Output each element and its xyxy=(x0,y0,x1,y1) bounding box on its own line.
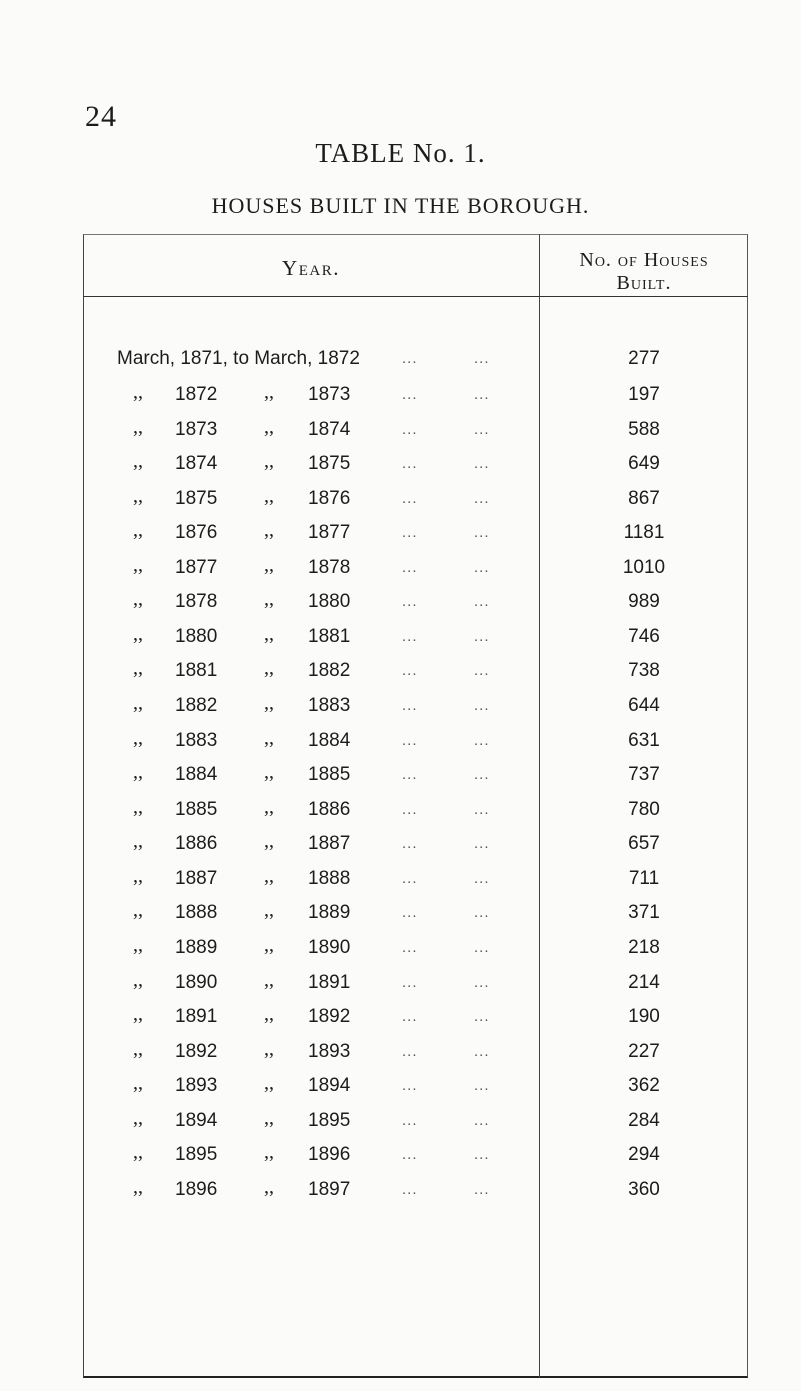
ditto-mark: ,, xyxy=(264,899,274,922)
leader-dots: ... xyxy=(402,904,418,922)
leader-dots: ... xyxy=(402,662,418,680)
leader-dots: ... xyxy=(402,489,418,507)
houses-count: 227 xyxy=(628,1040,660,1062)
leader-dots: ... xyxy=(402,350,418,367)
ditto-mark: ,, xyxy=(133,1072,143,1095)
column-header-year: Year. xyxy=(282,256,340,280)
leader-dots: ... xyxy=(402,1077,418,1095)
houses-count: 218 xyxy=(628,936,660,958)
ditto-mark: ,, xyxy=(133,1175,143,1198)
year-from: 1872 xyxy=(175,384,218,405)
table-row xyxy=(0,381,801,414)
ditto-mark: ,, xyxy=(133,588,143,611)
column-header-houses-line1: No. of Houses xyxy=(579,249,709,271)
ditto-mark: ,, xyxy=(264,761,274,784)
ditto-mark: ,, xyxy=(133,968,143,991)
ditto-mark: ,, xyxy=(133,933,143,956)
ditto-mark: ,, xyxy=(264,415,274,438)
table-row xyxy=(0,588,801,621)
ditto-mark: ,, xyxy=(133,519,143,542)
houses-count: 277 xyxy=(628,348,660,369)
leader-dots: ... xyxy=(402,455,418,473)
year-from: 1873 xyxy=(175,418,218,440)
table-row xyxy=(0,830,801,863)
leader-dots: ... xyxy=(474,697,490,715)
houses-count: 588 xyxy=(628,418,660,440)
ditto-mark: ,, xyxy=(133,657,143,680)
leader-dots: ... xyxy=(474,350,490,367)
year-from: 1886 xyxy=(175,833,218,855)
table-title: TABLE No. 1. xyxy=(315,138,486,168)
leader-dots: ... xyxy=(474,973,490,991)
table-row xyxy=(0,1037,801,1071)
table-row xyxy=(0,1003,801,1036)
table-row xyxy=(0,657,801,690)
column-header-houses-line2: Built. xyxy=(616,272,672,294)
leader-dots: ... xyxy=(474,627,490,645)
ditto-mark: ,, xyxy=(133,1037,143,1060)
ditto-mark: ,, xyxy=(264,1037,274,1060)
year-to: 1876 xyxy=(308,487,351,509)
year-from: 1882 xyxy=(175,695,218,717)
table-row xyxy=(0,864,801,898)
year-to: 1874 xyxy=(308,418,351,440)
year-to: 1893 xyxy=(308,1040,351,1062)
leader-dots: ... xyxy=(402,835,418,853)
year-to: 1878 xyxy=(308,556,351,578)
leader-dots: ... xyxy=(474,766,490,784)
table-row xyxy=(0,1175,801,1209)
ditto-mark: ,, xyxy=(133,415,143,438)
ditto-mark: ,, xyxy=(264,1141,274,1164)
leader-dots: ... xyxy=(402,558,418,576)
ditto-mark: ,, xyxy=(133,1106,143,1129)
year-from: 1883 xyxy=(175,729,218,751)
leader-dots: ... xyxy=(402,627,418,645)
header-rule xyxy=(83,296,748,297)
table-row xyxy=(0,933,801,967)
leader-dots: ... xyxy=(402,593,418,611)
year-to: 1882 xyxy=(308,660,351,682)
ditto-mark: ,, xyxy=(133,553,143,576)
ditto-mark: ,, xyxy=(133,622,143,645)
year-to: 1885 xyxy=(308,764,351,786)
leader-dots: ... xyxy=(402,938,418,956)
table-row xyxy=(0,1072,801,1105)
houses-count: 644 xyxy=(628,695,660,717)
year-from: 1892 xyxy=(175,1040,218,1062)
year-from: 1889 xyxy=(175,936,218,958)
ditto-mark: ,, xyxy=(264,726,274,749)
year-from: 1885 xyxy=(175,798,218,820)
table-subtitle: HOUSES BUILT IN THE BOROUGH. xyxy=(211,193,590,218)
ditto-mark: ,, xyxy=(264,1003,274,1026)
ditto-mark: ,, xyxy=(264,553,274,576)
year-to: 1894 xyxy=(308,1075,351,1097)
houses-count: 867 xyxy=(628,487,660,509)
year-from: 1888 xyxy=(175,902,218,924)
year-to: 1880 xyxy=(308,591,351,613)
page-number: 24 xyxy=(85,100,117,133)
year-to: 1875 xyxy=(308,453,351,475)
year-to: 1897 xyxy=(308,1178,351,1200)
houses-count: 1010 xyxy=(622,556,666,578)
houses-count: 360 xyxy=(628,1178,660,1200)
leader-dots: ... xyxy=(402,1042,418,1060)
houses-count: 284 xyxy=(628,1109,660,1131)
leader-dots: ... xyxy=(402,766,418,784)
ditto-mark: ,, xyxy=(133,692,143,715)
leader-dots: ... xyxy=(474,1077,490,1095)
year-from: 1893 xyxy=(175,1075,218,1097)
year-from: 1881 xyxy=(175,660,218,682)
leader-dots: ... xyxy=(474,489,490,507)
leader-dots: ... xyxy=(474,1008,490,1026)
year-to: 1873 xyxy=(308,384,351,405)
leader-dots: ... xyxy=(402,386,418,403)
table-row xyxy=(0,484,801,518)
leader-dots: ... xyxy=(474,800,490,818)
year-from: 1875 xyxy=(175,487,218,509)
houses-count: 711 xyxy=(628,867,660,889)
table-row xyxy=(0,622,801,656)
leader-dots: ... xyxy=(474,904,490,922)
leader-dots: ... xyxy=(402,1180,418,1198)
ditto-mark: ,, xyxy=(133,830,143,853)
ditto-mark: ,, xyxy=(133,1003,143,1026)
year-to: 1883 xyxy=(308,695,351,717)
houses-count: 989 xyxy=(628,591,660,613)
column-header-houses xyxy=(540,249,748,295)
year-from: 1895 xyxy=(175,1144,218,1166)
table-row xyxy=(0,726,801,760)
year-to: 1891 xyxy=(308,971,351,993)
table-row xyxy=(0,692,801,725)
year-to: 1890 xyxy=(308,936,351,958)
year-to: 1877 xyxy=(308,522,351,544)
ditto-mark: ,, xyxy=(264,795,274,818)
houses-count: 197 xyxy=(628,384,660,405)
leader-dots: ... xyxy=(474,455,490,473)
table-row xyxy=(0,553,801,587)
ditto-mark: ,, xyxy=(264,381,274,403)
leader-dots: ... xyxy=(402,1111,418,1129)
year-to: 1887 xyxy=(308,833,351,855)
ditto-mark: ,, xyxy=(133,381,143,403)
table-row xyxy=(0,415,801,449)
ditto-mark: ,, xyxy=(133,795,143,818)
houses-count: 362 xyxy=(628,1075,660,1097)
leader-dots: ... xyxy=(402,1008,418,1026)
houses-count: 649 xyxy=(628,453,660,475)
year-to: 1884 xyxy=(308,729,351,751)
year-from: 1877 xyxy=(175,556,218,578)
year-to: 1889 xyxy=(308,902,351,924)
houses-count: 657 xyxy=(628,833,660,855)
houses-count: 631 xyxy=(628,729,660,751)
houses-count: 746 xyxy=(628,625,660,647)
year-to: 1888 xyxy=(308,867,351,889)
ditto-mark: ,, xyxy=(264,622,274,645)
ditto-mark: ,, xyxy=(133,864,143,887)
leader-dots: ... xyxy=(402,1146,418,1164)
table-row xyxy=(0,450,801,483)
year-from: 1876 xyxy=(175,522,218,544)
houses-count: 294 xyxy=(628,1144,660,1166)
year-to: 1896 xyxy=(308,1144,351,1166)
year-from: 1880 xyxy=(175,625,218,647)
leader-dots: ... xyxy=(474,593,490,611)
leader-dots: ... xyxy=(474,731,490,749)
table-row xyxy=(0,1106,801,1140)
ditto-mark: ,, xyxy=(264,933,274,956)
ditto-mark: ,, xyxy=(133,1141,143,1164)
year-from: 1878 xyxy=(175,591,218,613)
leader-dots: ... xyxy=(474,1042,490,1060)
leader-dots: ... xyxy=(474,1111,490,1129)
houses-count: 214 xyxy=(628,971,660,993)
table-row xyxy=(0,1141,801,1174)
ditto-mark: ,, xyxy=(264,484,274,507)
table-row-first xyxy=(0,348,801,378)
leader-dots: ... xyxy=(474,869,490,887)
ditto-mark: ,, xyxy=(264,1175,274,1198)
ditto-mark: ,, xyxy=(264,450,274,473)
year-from: 1890 xyxy=(175,971,218,993)
first-row-label: March, 1871, to March, 1872 xyxy=(117,348,360,369)
year-to: 1881 xyxy=(308,625,351,647)
ditto-mark: ,, xyxy=(133,484,143,507)
leader-dots: ... xyxy=(402,524,418,542)
ditto-mark: ,, xyxy=(264,588,274,611)
year-from: 1887 xyxy=(175,867,218,889)
leader-dots: ... xyxy=(474,420,490,438)
leader-dots: ... xyxy=(402,800,418,818)
ditto-mark: ,, xyxy=(264,519,274,542)
houses-count: 371 xyxy=(628,902,660,924)
houses-count: 190 xyxy=(628,1006,660,1028)
table-row xyxy=(0,968,801,1002)
year-from: 1894 xyxy=(175,1109,218,1131)
leader-dots: ... xyxy=(402,973,418,991)
leader-dots: ... xyxy=(474,938,490,956)
ditto-mark: ,, xyxy=(264,1106,274,1129)
ditto-mark: ,, xyxy=(264,692,274,715)
ditto-mark: ,, xyxy=(133,450,143,473)
ditto-mark: ,, xyxy=(264,1072,274,1095)
table-row xyxy=(0,761,801,794)
table-row xyxy=(0,795,801,829)
leader-dots: ... xyxy=(474,558,490,576)
year-to: 1892 xyxy=(308,1006,351,1028)
leader-dots: ... xyxy=(402,731,418,749)
houses-count: 1181 xyxy=(623,522,665,544)
year-from: 1896 xyxy=(175,1178,218,1200)
ditto-mark: ,, xyxy=(264,657,274,680)
houses-count: 738 xyxy=(628,660,660,682)
leader-dots: ... xyxy=(474,662,490,680)
year-to: 1895 xyxy=(308,1109,351,1131)
ditto-mark: ,, xyxy=(133,726,143,749)
ditto-mark: ,, xyxy=(133,761,143,784)
houses-count: 737 xyxy=(628,764,660,786)
leader-dots: ... xyxy=(474,1146,490,1164)
ditto-mark: ,, xyxy=(264,968,274,991)
leader-dots: ... xyxy=(474,835,490,853)
leader-dots: ... xyxy=(474,1180,490,1198)
ditto-mark: ,, xyxy=(264,864,274,887)
year-to: 1886 xyxy=(308,798,351,820)
leader-dots: ... xyxy=(402,697,418,715)
ditto-mark: ,, xyxy=(264,830,274,853)
leader-dots: ... xyxy=(474,524,490,542)
table-row xyxy=(0,519,801,552)
year-from: 1874 xyxy=(175,453,218,475)
houses-count: 780 xyxy=(628,798,660,820)
year-from: 1891 xyxy=(175,1006,218,1028)
table-row xyxy=(0,899,801,932)
leader-dots: ... xyxy=(402,420,418,438)
leader-dots: ... xyxy=(402,869,418,887)
year-from: 1884 xyxy=(175,764,218,786)
ditto-mark: ,, xyxy=(133,899,143,922)
leader-dots: ... xyxy=(474,386,490,403)
